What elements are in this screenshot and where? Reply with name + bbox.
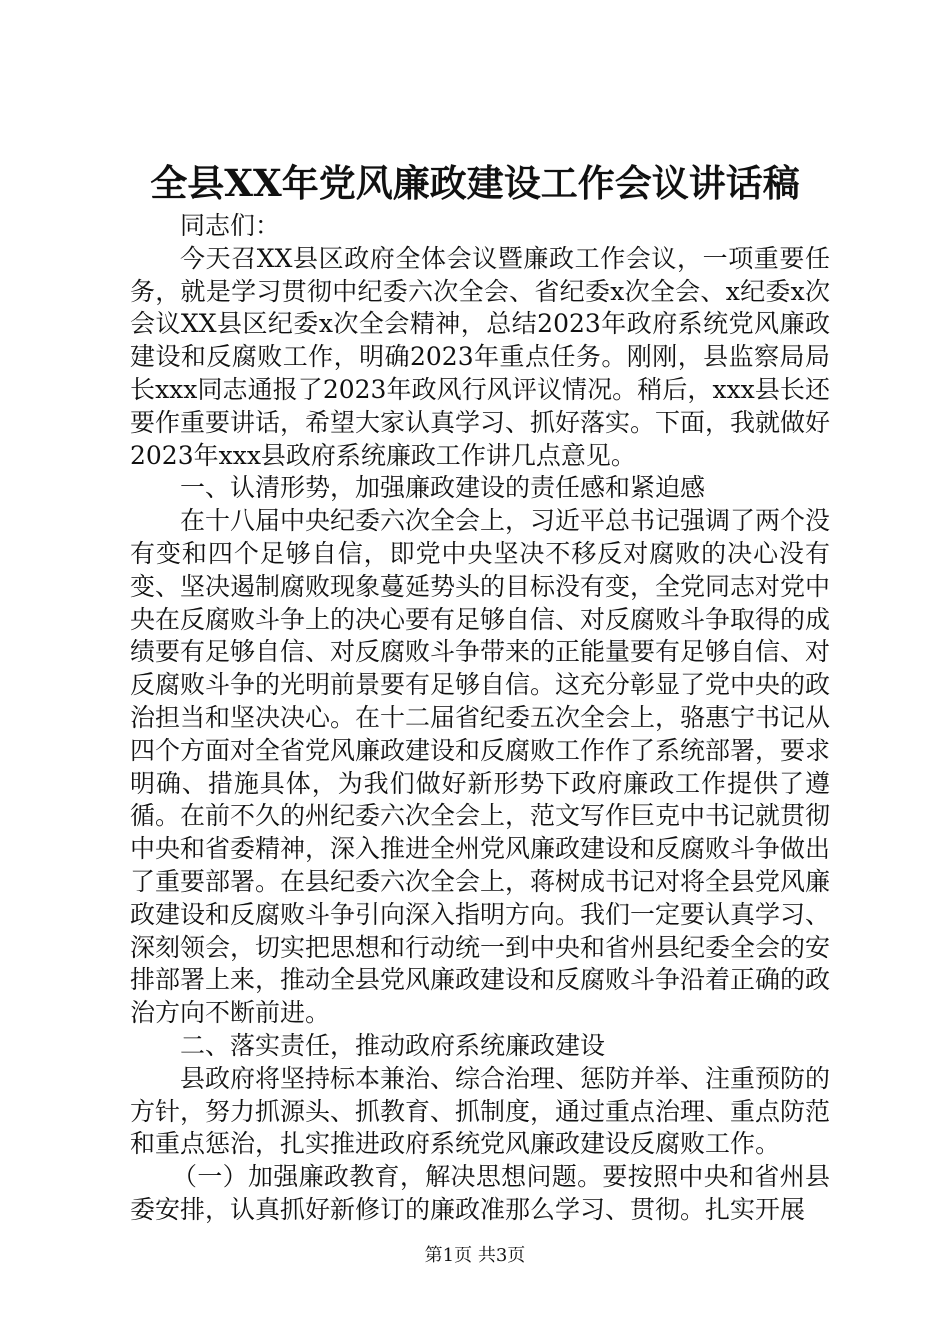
paragraph-intro: 今天召XX县区政府全体会议暨廉政工作会议，一项重要任务，就是学习贯彻中纪委六次全会、省纪委x次全会、x纪委x次会议XX县区纪委x次全会精神，总结2023年政府系统党风廉政建设和反腐败工作，明确2023年重点任务。刚刚，县监察局局长xxx同志通报了2023年政风行风评议情况。稍后，xxx县长还要作重要讲话，希望大家认真学习、抓好落实。下面，我就做好2023年xxx县政府系统廉政工作讲几点意见。 <box>130 243 831 470</box>
page-title: 全县XX年党风廉政建设工作会议讲话稿 <box>150 161 800 205</box>
section-heading-1: 一、认清形势，加强廉政建设的责任感和紧迫感 <box>180 473 706 503</box>
paragraph-policy: 县政府将坚持标本兼治、综合治理、惩防并举、注重预防的方针，努力抓源头、抓教育、抓制度，通过重点治理、重点防范和重点惩治，扎实推进政府系统党风廉政建设反腐败工作。 <box>130 1063 831 1159</box>
section-heading-2: 二、落实责任，推动政府系统廉政建设 <box>180 1030 606 1060</box>
salutation: 同志们： <box>180 211 281 240</box>
paragraph-situation: 在十八届中央纪委六次全会上，习近平总书记强调了两个没有变和四个足够自信，即党中央坚决不移反对腐败的决心没有变、坚决遏制腐败现象蔓延势头的目标没有变，全党同志对党中央在反腐败斗争上的决心要有足够自信、对反腐败斗争取得的成绩要有足够自信、对反腐败斗争带来的正能量要有足够自信、对反腐败斗争的光明前景要有足够自信。这充分彰显了党中央的政治担当和坚决决心。在十二届省纪委五次全会上，骆惠宁书记从四个方面对全省党风廉政建设和反腐败工作作了系统部署，要求明确、措施具体，为我们做好新形势下政府廉政工作提供了遵循。在前不久的州纪委六次全会上，范文写作巨克中书记就贯彻中央和省委精神，深入推进全州党风廉政建设和反腐败斗争做出了重要部署。在县纪委六次全会上，蒋树成书记对将全县党风廉政建设和反腐败斗争引向深入指明方向。我们一定要认真学习、深刻领会，切实把思想和行动统一到中央和省州县纪委全会的安排部署上来，推动全县党风廉政建设和反腐败斗争沿着正确的政治方向不断前进。 <box>130 506 831 1028</box>
document-body <box>130 210 830 1227</box>
page-number: 第1页 共3页 <box>424 1245 526 1266</box>
paragraph-subsection-1: （一）加强廉政教育，解决思想问题。要按照中央和省州县委安排，认真抓好新修订的廉政准那么学习、贯彻。扎实开展 <box>130 1162 830 1224</box>
